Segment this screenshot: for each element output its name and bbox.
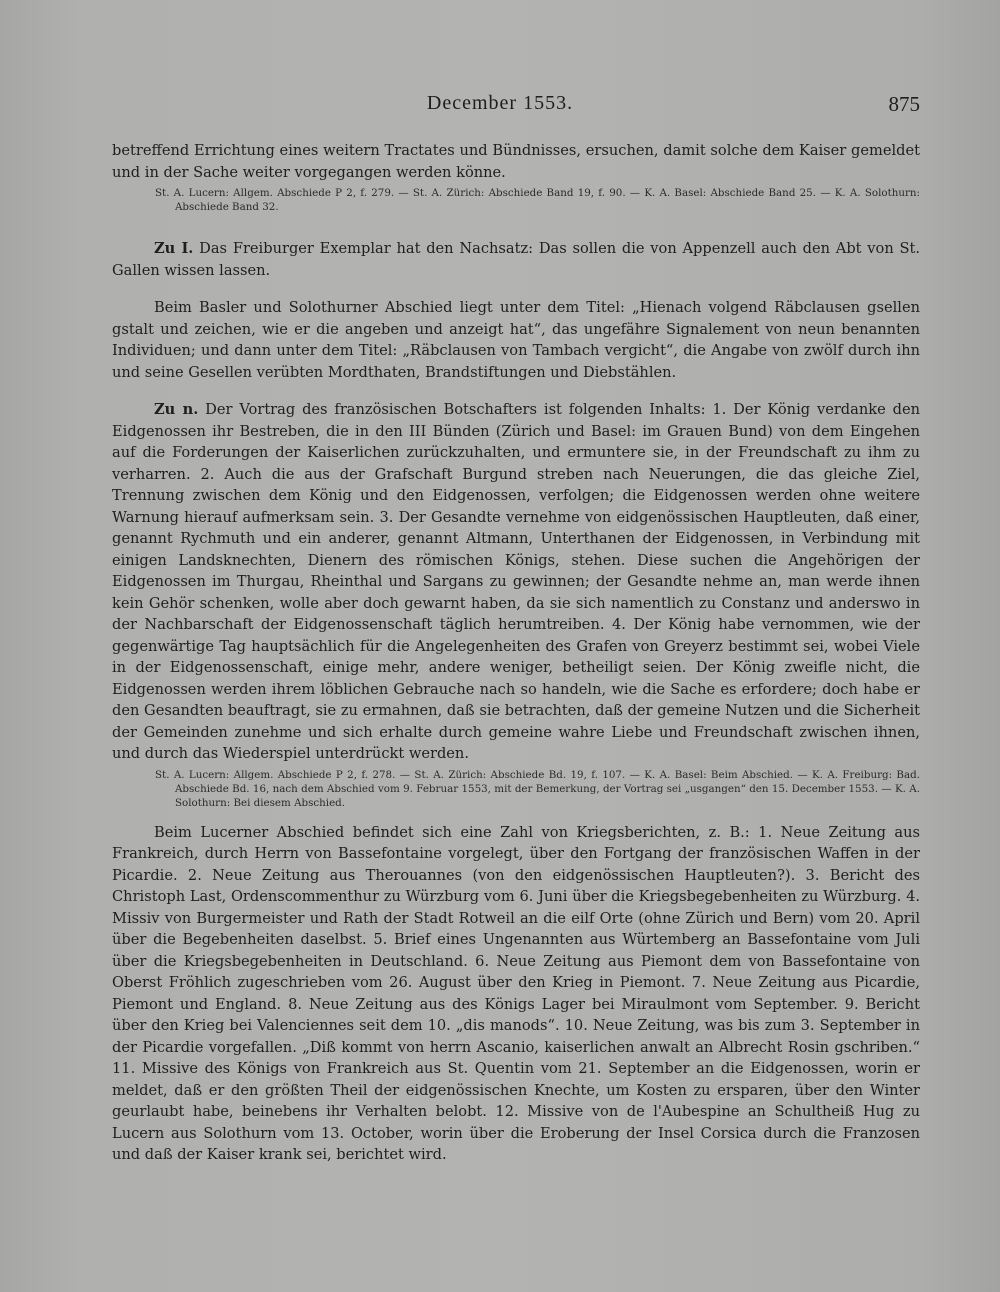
paragraph-zu-i <box>112 238 920 281</box>
paragraph-text: Der Vortrag des französischen Botschafters ist folgenden Inhalts: 1. Der König verdanke den Eidgenossen ihr Bestreben, die in den III Bünden (Zürich und Basel: im Grauen Bund) von dem Eingehen auf die Forderungen der Kaiserlichen zurückzuhalten, und ermuntere sie, in der Freundschaft zu ihm zu verharren. 2. Auch die aus der Grafschaft Burgund streben nach Neuerungen, die das gleiche Ziel, Trennung zwischen dem König und den Eidgenossen, verfolgen; die Eidgenossen werden ohne weitere Warnung hierauf aufmerksam sein. 3. Der Gesandte vernehme von eidgenössischen Hauptleuten, daß einer, genannt Rychmuth und ein anderer, genannt Altmann, Unterthanen der Eidgenossen, in Verbindung mit einigen Landsknechten, Dienern des römischen Königs, stehen. Diese suchen die Angehörigen der Eidgenossen im Thurgau, Rheinthal und Sargans zu gewinnen; der Gesandte nehme an, man werde ihnen kein Gehör schenken, wolle aber doch gewarnt haben, da sie sich namentlich zu Constanz und anderswo in der Nachbarschaft der Eidgenossenschaft täglich herumtreiben. 4. Der König habe vernommen, wie der gegenwärtige Tag hauptsächlich für die Angelegenheiten des Grafen von Greyerz bestimmt sei, wobei Viele in der Eidgenossenschaft, einige mehr, andere weniger, betheiligt seien. Der König zweifle nicht, die Eidgenossen werden ihrem löblichen Gebrauche nach so handeln, wie die Sache es erfordere; doch habe er den Gesandten beauftragt, sie zu ermahnen, daß sie betrachten, daß der gemeine Nutzen und die Sicherheit der Gemeinden zunehme und sich erhalte durch gemeine wahre Liebe und Freundschaft zwischen ihnen, und durch das Wiederspiel unterdrückt werden. <box>112 401 920 762</box>
paragraph-text: Das Freiburger Exemplar hat den Nachsatz: Das sollen die von Appenzell auch den Abt von St. Gallen wissen lassen. <box>112 240 920 279</box>
paragraph-zu-n <box>112 399 920 765</box>
running-header <box>0 92 1000 122</box>
page-number: 875 <box>888 92 920 116</box>
running-title: December 1553. <box>426 92 574 114</box>
paragraph-basler-abschied: Beim Basler und Solothurner Abschied liegt unter dem Titel: „Hienach volgend Räbclausen gsellen gstalt und zeichen, wie er die angeben und anzeigt hat“, das ungefähre Signalement von neun benannten Individuen; und dann unter dem Titel: „Räbclausen von Tambach vergicht“, die Angabe von zwölf durch ihn und seine Gesellen verübten Mordthaten, Brandstiftungen und Diebstählen. <box>112 299 920 381</box>
section-lead: Zu n. <box>154 401 199 418</box>
page-body <box>112 140 920 1166</box>
paragraph-lucerner-abschied: Beim Lucerner Abschied befindet sich eine Zahl von Kriegsberichten, z. B.: 1. Neue Zeitung aus Frankreich, durch Herrn von Bassefontaine vorgelegt, über den Fortgang der französischen Waffen in der Picardie. 2. Neue Zeitung aus Therouannes (von den eidgenössischen Hauptleuten?). 3. Bericht des Christoph Last, Ordenscommenthur zu Würzburg vom 6. Juni über die Kriegsbegebenheiten zu Würzburg. 4. Missiv von Burgermeister und Rath der Stadt Rotweil an die eilf Orte (ohne Zürich und Bern) vom 20. April über die Begebenheiten daselbst. 5. Brief eines Ungenannten aus Würtemberg an Bassefontaine vom Juli über die Kriegsbegebenheiten in Deutschland. 6. Neue Zeitung aus Piemont dem von Bassefontaine von Oberst Fröhlich zugeschrieben vom 26. August über den Krieg in Piemont. 7. Neue Zeitung aus Picardie, Piemont und England. 8. Neue Zeitung aus des Königs Lager bei Miraulmont vom September. 9. Bericht über den Krieg bei Valenciennes seit dem 10. „dis manods“. 10. Neue Zeitung, was bis zum 3. September in der Picardie vorgefallen. „Diß kommt von herrn Ascanio, kaiserlichen anwalt an Albrecht Rosin gschriben.“ 11. Missive des Königs von Frankreich aus St. Quentin vom 21. September an die Eidgenossen, worin er meldet, daß er den größten Theil der eidgenössischen Knechte, um Kosten zu ersparen, über den Winter geurlaubt habe, beinebens ihr Verhalten belobt. 12. Missive von de l'Aubespine an Schultheiß Hug zu Lucern aus Solothurn vom 13. October, worin über die Eroberung der Insel Corsica durch die Franzosen und daß der Kaiser krank sei, berichtet wird. <box>112 823 920 1163</box>
section-lead: Zu I. <box>154 240 194 257</box>
source-reference: St. A. Lucern: Allgem. Abschiede P 2, f. 279. — St. A. Zürich: Abschiede Band 19, f. 90. — K. A. Basel: Abschiede Band 25. — K. A. Solothurn: Abschiede Band 32. <box>155 187 920 213</box>
source-reference: St. A. Lucern: Allgem. Abschiede P 2, f. 278. — St. A. Zürich: Abschiede Bd. 19, f. 107. — K. A. Basel: Beim Abschied. — K. A. Freiburg: Bad. Abschiede Bd. 16, nach dem Abschied vom 9. Februar 1553, mit der Bemerkung, der Vortrag sei „usgangen“ den 15. December 1553. — K. A. Solothurn: Bei diesem Abschied. <box>155 768 920 809</box>
paragraph-continuation: betreffend Errichtung eines weitern Tractates und Bündnisses, ersuchen, damit solche dem Kaiser gemeldet und in der Sache weiter vorgegangen werden könne. <box>112 142 920 181</box>
